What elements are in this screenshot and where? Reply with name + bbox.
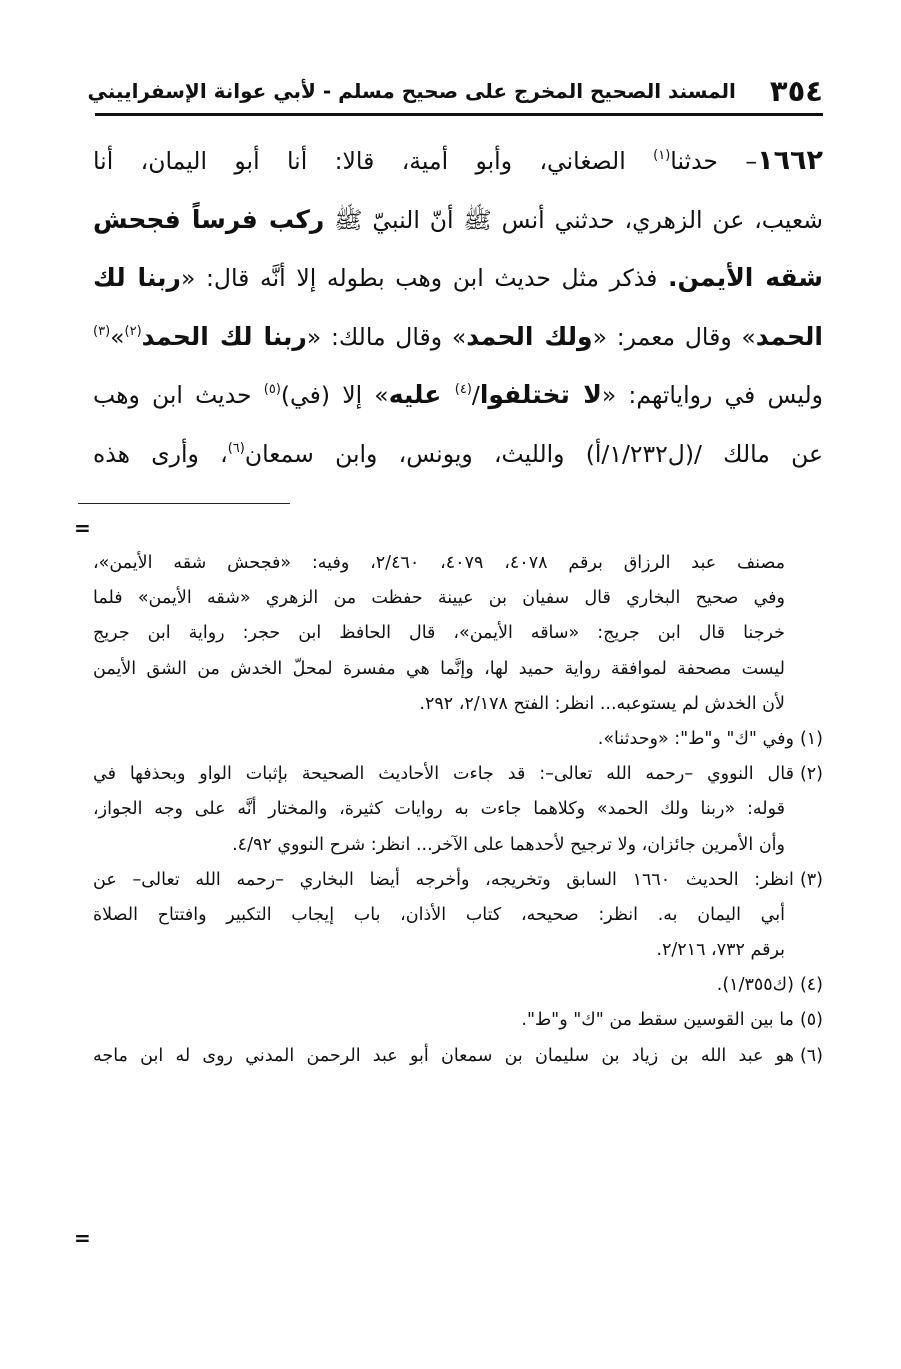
continued-mark: = (74, 516, 91, 540)
main-line-6 (93, 425, 823, 484)
main-line-5 (93, 366, 823, 425)
footnote-2-line: وأن الأمرين جائزان، ولا ترجيح لأحدهما على الآخر... انظر: شرح النووي ٤/٩٢. (232, 834, 785, 855)
main-text (93, 132, 823, 484)
text-run: » وقال مالك: « (306, 322, 467, 351)
footnote-ref-2: (٢) (124, 323, 142, 339)
footnote-number: (٥) (799, 1010, 823, 1031)
bold-text: ركب فرساً فجحش (93, 204, 325, 234)
bold-text: شقه الأيمن. (668, 263, 823, 293)
text-run: » إلا (في) (280, 381, 389, 410)
page-header (87, 73, 823, 116)
main-line-4 (93, 308, 823, 367)
book-title: المسند الصحيح المخرج على صحيح مسلم - لأبي عوانة الإسفراييني (87, 78, 736, 103)
bold-text: لا تختلفوا (479, 380, 602, 410)
main-line-2 (93, 191, 823, 250)
main-line-1 (93, 132, 823, 191)
footnote-ref-5: (٥) (263, 382, 281, 398)
text-run: حديث ابن وهب (93, 381, 264, 410)
footnote-continued-line: ليست مصحفة لموافقة رواية حميد لها، وإنَّما هي مفسرة لمحلّ الخدش من الشق الأيمن (93, 658, 785, 679)
footnote-separator (78, 503, 290, 504)
footnote-ref-6: (٦) (227, 440, 245, 456)
footnote-ref-1: (١) (653, 148, 671, 163)
footnote-text: قال النووي –رحمه الله تعالى–: قد جاءت الأحاديث الصحيحة بإثبات الواو وبحذفها في (93, 764, 794, 785)
bold-text: عليه (388, 380, 455, 410)
footnote-text: (ك١/٣٥٥). (716, 975, 794, 996)
bold-text: ولك الحمد (466, 321, 593, 351)
main-line-3 (93, 249, 823, 308)
footnote-text: هو عبد الله بن زياد بن سليمان بن سمعان أبو عبد الرحمن المدني روى له ابن ماجه (93, 1045, 794, 1066)
footnote-3-line: أبي اليمان به. انظر: صحيحه، كتاب الأذان، باب إيجاب التكبير وافتتاح الصلاة (93, 904, 785, 925)
footnote-ref-4: (٤) (454, 382, 472, 398)
footnote-number: (٣) (799, 869, 823, 890)
footnote-number: (٤) (799, 975, 823, 996)
footnote-2-line: قوله: «ربنا ولك الحمد» وكلاهما جاءت به روايات كثيرة، والمختار أنَّه على وجه الجواز، (93, 799, 785, 820)
page-number: ٣٥٤ (769, 73, 823, 108)
footnote-continued-line: مصنف عبد الرزاق برقم ٤٠٧٨، ٤٠٧٩، ٢/٤٦٠، وفيه: «فجحش شقه الأيمن»، (93, 553, 786, 573)
text-run: / (471, 381, 480, 410)
footnote-text: ما بين القوسين سقط من "ك" و"ط". (521, 1010, 794, 1031)
text-run: الصغاني، وأبو أمية، قالا: أنا أبو اليمان، أنا (93, 147, 654, 175)
footnote-5 (93, 1003, 823, 1038)
footnote-number: (٢) (799, 764, 823, 785)
footnote-6 (93, 1039, 823, 1074)
text-run: » وقال معمر: « (592, 322, 756, 351)
footnote-4 (93, 968, 823, 1003)
footnote-number: (٦) (799, 1045, 823, 1066)
text-run: فذكر مثل حديث ابن وهب بطوله إلا أنَّه قال: « (180, 264, 669, 293)
text-run: وليس في رواياتهم: « (601, 381, 823, 410)
footnotes (93, 546, 823, 1074)
footnote-continued-line: وفي صحيح البخاري قال سفيان بن عيينة حفظت من الزهري «شقه الأيمن» فلما (93, 588, 785, 609)
text-run: – حدثنا (670, 147, 758, 175)
text-run: شعيب، عن الزهري، حدثني أنس ﷺ أنّ النبيّ ﷺ (324, 205, 823, 234)
text-run: عن مالك /(ل١/٢٣٢/أ) والليث، ويونس، وابن سمعان (244, 439, 823, 468)
bold-text: ربنا لك (93, 263, 181, 293)
footnote-continued-line: لأن الخدش لم يستوعبه... انظر: الفتح ٢/١٧٨، ٢٩٢. (419, 693, 785, 714)
footnote-number: (١) (799, 728, 823, 749)
footnote-text: انظر: الحديث ١٦٦٠ السابق وتخريجه، وأخرجه أيضا البخاري –رحمه الله تعالى– عن (93, 869, 794, 890)
footnote-ref-3: (٣) (93, 323, 111, 339)
bold-text: ربنا لك الحمد (141, 321, 307, 351)
footnote-text: وفي "ك" و"ط": «وحدثنا». (597, 728, 794, 749)
footnote-3-line: برقم ٧٣٢، ٢/٢١٦. (656, 940, 785, 961)
footnote-3 (93, 863, 823, 898)
footnote-2 (93, 757, 823, 792)
hadith-number: ١٦٦٢ (757, 145, 823, 176)
text-run: » (110, 322, 125, 351)
text-run: ، وأرى هذه (93, 439, 228, 468)
footnote-1 (93, 722, 823, 757)
bold-text: الحمد (755, 321, 823, 351)
footnote-continued-line: خرجنا قال ابن جريج: «ساقه الأيمن»، قال الحافظ ابن حجر: رواية ابن جريج (93, 623, 785, 644)
continues-next-page-mark: = (74, 1226, 91, 1250)
